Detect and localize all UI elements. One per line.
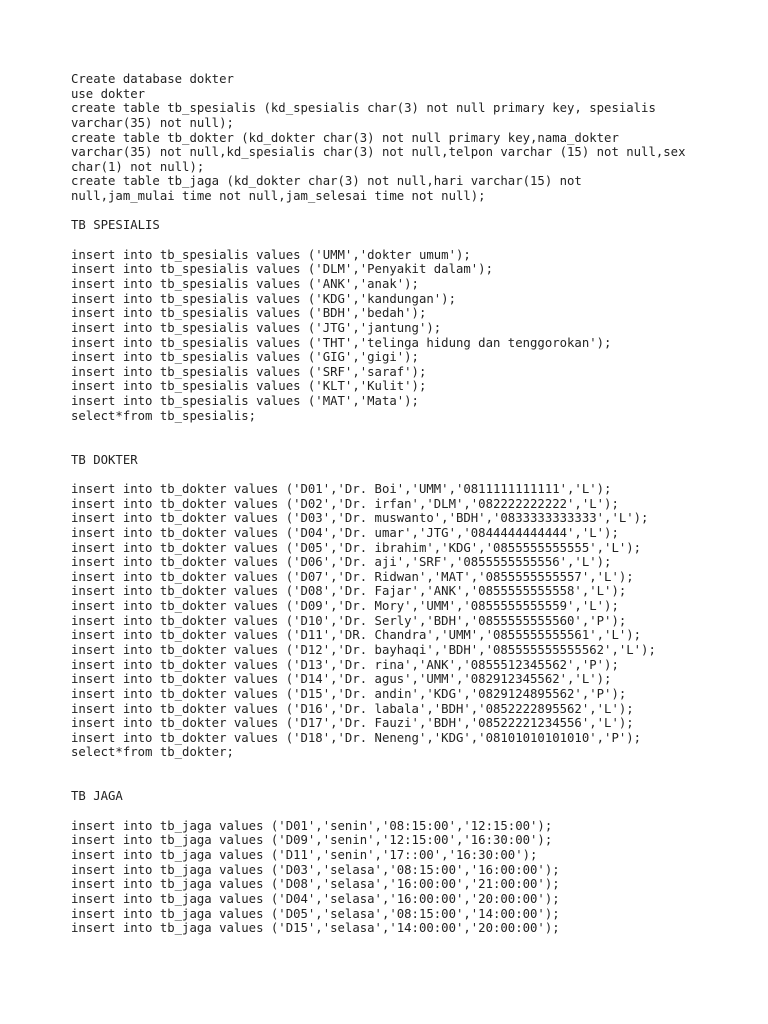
code-line: insert into tb_spesialis values ('MAT','Mata');: [71, 394, 419, 409]
code-line: insert into tb_dokter values ('D11','DR. Chandra','UMM','0855555555561','L');: [71, 628, 642, 643]
code-line: insert into tb_spesialis values ('GIG','gigi');: [71, 350, 419, 365]
schema-line: Create database dokter: [71, 72, 234, 86]
code-line: insert into tb_jaga values ('D01','senin','08:15:00','12:15:00');: [71, 818, 553, 833]
schema-line: varchar(35) not null);: [71, 115, 234, 130]
code-line: insert into tb_jaga values ('D08','selasa','16:00:00','21:00:00');: [71, 877, 560, 892]
schema-line: create table tb_dokter (kd_dokter char(3) not null primary key,nama_dokter: [71, 130, 619, 145]
section-heading: TB DOKTER: [71, 452, 138, 467]
document-page: [71, 72, 731, 936]
code-line: insert into tb_jaga values ('D03','selasa','08:15:00','16:00:00');: [71, 862, 560, 877]
section-heading: TB JAGA: [71, 789, 123, 804]
code-line: insert into tb_dokter values ('D08','Dr. Fajar','ANK','0855555555558','L');: [71, 584, 627, 599]
code-line: insert into tb_dokter values ('D07','Dr. Ridwan','MAT','0855555555557','L');: [71, 569, 634, 584]
section-tb-jaga: [71, 789, 731, 935]
section-heading: TB SPESIALIS: [71, 218, 160, 233]
code-line: insert into tb_jaga values ('D04','selasa','16:00:00','20:00:00');: [71, 891, 560, 906]
code-line: insert into tb_spesialis values ('KDG','kandungan');: [71, 291, 456, 306]
code-line: insert into tb_dokter values ('D01','Dr. Boi','UMM','0811111111111','L');: [71, 481, 612, 496]
schema-line: create table tb_spesialis (kd_spesialis char(3) not null primary key, spesialis: [71, 101, 656, 116]
code-line: insert into tb_spesialis values ('KLT','Kulit');: [71, 379, 427, 394]
schema-line: use dokter: [71, 86, 146, 101]
code-line: insert into tb_dokter values ('D05','Dr. ibrahim','KDG','0855555555555','L');: [71, 540, 642, 555]
code-line: insert into tb_spesialis values ('THT','telinga hidung dan tenggorokan');: [71, 335, 612, 350]
schema-line: create table tb_jaga (kd_dokter char(3) not null,hari varchar(15) not: [71, 174, 582, 189]
code-line: insert into tb_dokter values ('D12','Dr. bayhaqi','BDH','085555555555562','L');: [71, 643, 656, 657]
code-line: insert into tb_jaga values ('D09','senin','12:15:00','16:30:00');: [71, 833, 553, 848]
code-line: insert into tb_jaga values ('D11','senin','17::00','16:30:00');: [71, 847, 538, 862]
schema-line: char(1) not null);: [71, 159, 205, 174]
code-line: insert into tb_dokter values ('D06','Dr. aji','SRF','0855555555556','L');: [71, 555, 612, 570]
code-line: insert into tb_spesialis values ('UMM','dokter umum');: [71, 247, 471, 262]
code-line: insert into tb_jaga values ('D05','selasa','08:15:00','14:00:00');: [71, 906, 560, 921]
code-line: insert into tb_dokter values ('D18','Dr. Neneng','KDG','08101010101010','P');: [71, 730, 642, 745]
code-line: insert into tb_spesialis values ('JTG','jantung');: [71, 320, 442, 335]
code-line: insert into tb_spesialis values ('ANK','anak');: [71, 276, 419, 291]
code-line: insert into tb_dokter values ('D15','Dr. andin','KDG','0829124895562','P');: [71, 686, 627, 701]
schema-line: varchar(35) not null,kd_spesialis char(3) not null,telpon varchar (15) not null,sex: [71, 145, 686, 160]
code-line: insert into tb_dokter values ('D14','Dr. agus','UMM','082912345562','L');: [71, 672, 612, 687]
code-line: insert into tb_jaga values ('D15','selasa','14:00:00','20:00:00');: [71, 921, 560, 936]
section-tb-spesialis: [71, 218, 731, 423]
code-line: insert into tb_dokter values ('D02','Dr. irfan','DLM','082222222222','L');: [71, 496, 619, 511]
code-line: insert into tb_dokter values ('D17','Dr. Fauzi','BDH','08522221234556','L');: [71, 716, 634, 731]
code-line: insert into tb_dokter values ('D13','Dr. rina','ANK','0855512345562','P');: [71, 657, 619, 672]
code-line: select*from tb_spesialis;: [71, 408, 257, 423]
schema-line: null,jam_mulai time not null,jam_selesai time not null);: [71, 189, 486, 204]
code-line: insert into tb_dokter values ('D16','Dr. labala','BDH','0852222895562','L');: [71, 701, 634, 716]
code-line: insert into tb_dokter values ('D03','Dr. muswanto','BDH','0833333333333','L');: [71, 511, 649, 526]
code-line: insert into tb_spesialis values ('SRF','saraf');: [71, 364, 427, 379]
code-line: select*from tb_dokter;: [71, 745, 234, 760]
code-line: insert into tb_dokter values ('D10','Dr. Serly','BDH','0855555555560','P');: [71, 613, 627, 628]
schema-block: [71, 72, 731, 204]
code-line: insert into tb_spesialis values ('DLM','Penyakit dalam');: [71, 262, 493, 277]
code-line: insert into tb_dokter values ('D09','Dr. Mory','UMM','0855555555559','L');: [71, 599, 619, 614]
section-tb-dokter: [71, 453, 731, 760]
code-line: insert into tb_dokter values ('D04','Dr. umar','JTG','0844444444444','L');: [71, 525, 619, 540]
code-line: insert into tb_spesialis values ('BDH','bedah');: [71, 306, 427, 321]
